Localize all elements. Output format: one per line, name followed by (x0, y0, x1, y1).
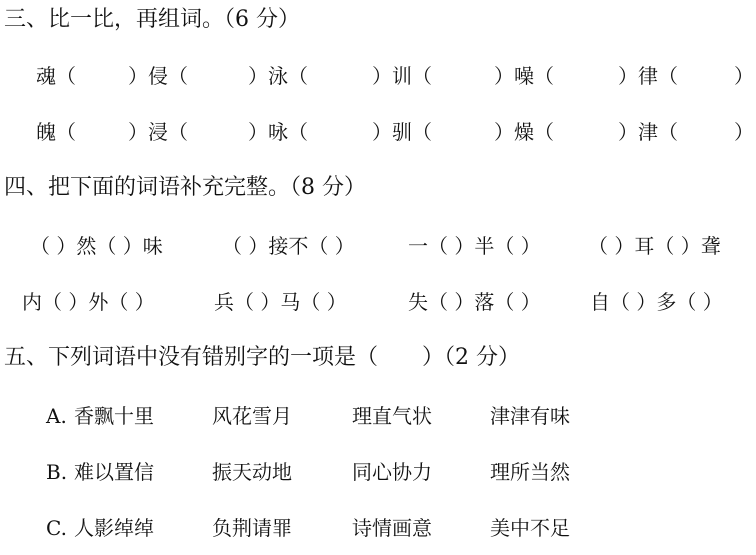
word-pair-5: ）燥（ (494, 120, 554, 144)
idiom-blank: 失（ ）落（ ） (408, 290, 541, 314)
option-word: 振天动地 (212, 460, 292, 484)
section3-heading: 三、比一比，再组词。（6 分） (4, 7, 300, 32)
option-letter: B. (46, 460, 68, 484)
idiom-blank: 一（ ）半（ ） (408, 234, 541, 258)
word-pair-1: 魄（ (36, 120, 76, 144)
option-word: 美中不足 (490, 516, 570, 540)
option-word: 理所当然 (490, 460, 570, 484)
option-word: 香飘十里 (74, 404, 154, 428)
option-word: 负荆请罪 (212, 516, 292, 540)
word-pair-3: ）泳（ (248, 64, 308, 88)
option-letter: C. (46, 516, 67, 540)
word-pair-2: ）浸（ (128, 120, 188, 144)
word-pair-end: ） (734, 64, 754, 88)
word-pair-2: ）侵（ (128, 64, 188, 88)
idiom-blank: 兵（ ）马（ ） (214, 290, 347, 314)
word-pair-4: ）训（ (372, 64, 432, 88)
option-word: 难以置信 (74, 460, 154, 484)
section4-heading: 四、把下面的词语补充完整。（8 分） (4, 175, 366, 200)
idiom-blank: 内（ ）外（ ） (22, 290, 155, 314)
word-pair-5: ）噪（ (494, 64, 554, 88)
option-word: 人影绰绰 (74, 516, 154, 540)
word-pair-6: ）津（ (618, 120, 678, 144)
idiom-blank: （ ）然（ ）味 (30, 234, 163, 258)
section5-heading: 五、下列词语中没有错别字的一项是（ ）（2 分） (4, 345, 520, 370)
word-pair-1: 魂（ (36, 64, 76, 88)
option-word: 诗情画意 (352, 516, 432, 540)
word-pair-4: ）驯（ (372, 120, 432, 144)
option-word: 同心协力 (352, 460, 432, 484)
option-word: 理直气状 (352, 404, 432, 428)
idiom-blank: 自（ ）多（ ） (590, 290, 723, 314)
option-letter: A. (46, 404, 67, 428)
option-word: 风花雪月 (212, 404, 292, 428)
option-word: 津津有味 (490, 404, 570, 428)
word-pair-3: ）咏（ (248, 120, 308, 144)
word-pair-end: ） (734, 120, 754, 144)
word-pair-6: ）律（ (618, 64, 678, 88)
idiom-blank: （ ）接不（ ） (222, 234, 355, 258)
idiom-blank: （ ）耳（ ）聋 (588, 234, 721, 258)
